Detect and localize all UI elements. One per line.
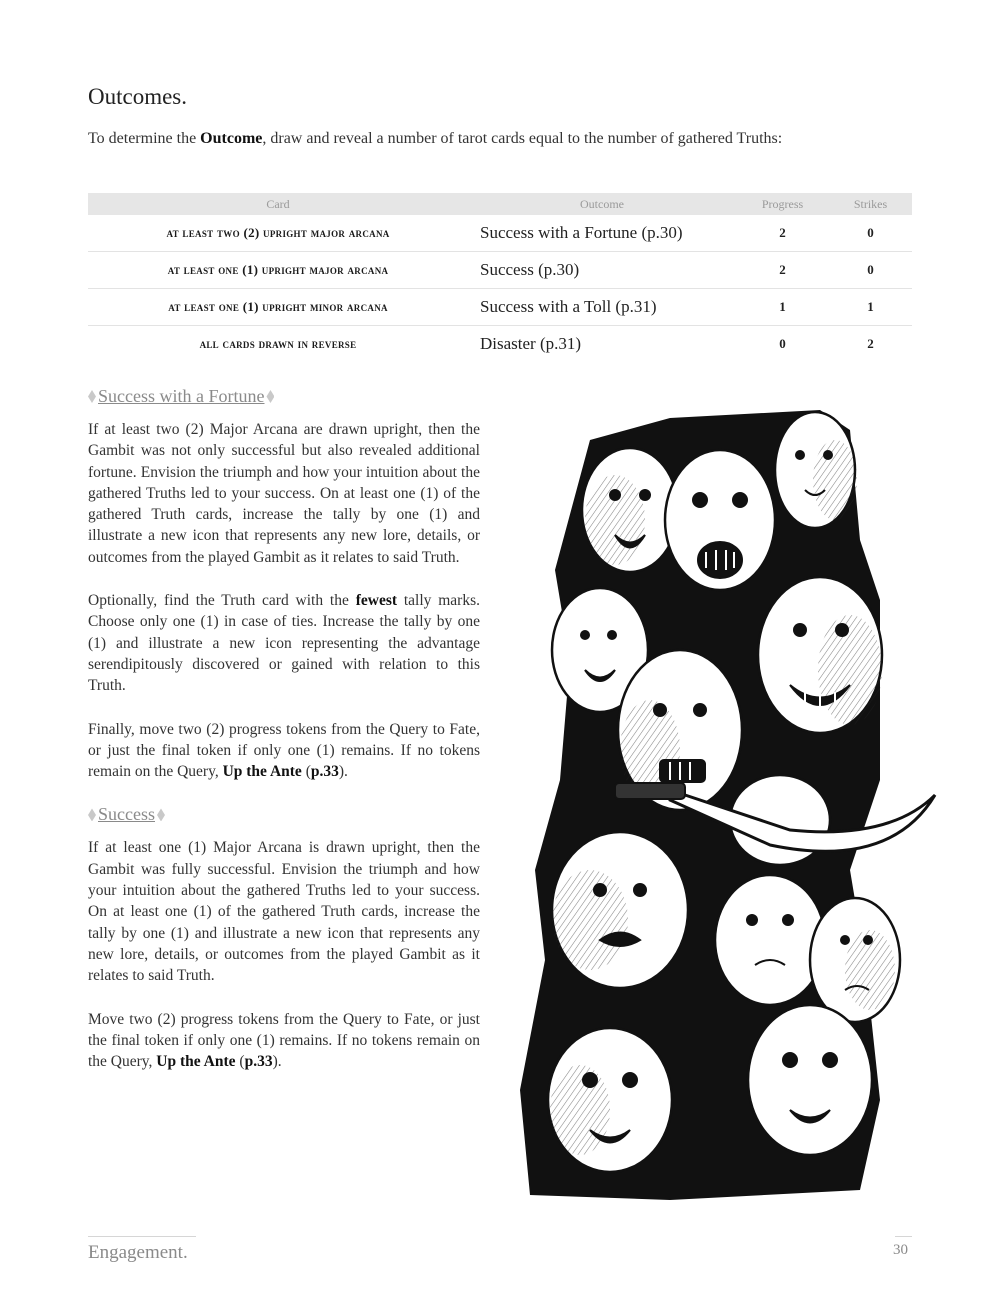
progress-cell: 2 — [736, 215, 829, 252]
header-progress: Progress — [736, 193, 829, 215]
table-row — [88, 215, 912, 252]
progress-cell: 0 — [779, 336, 786, 351]
fortune-paragraph-1: If at least two (2) Major Arcana are drawn upright, then the Gambit was not only successful but also revealed additional fortune. Envision the triumph and how your intuition about the gathered Truths led to your success. On at least one (1) of the gathered Truth cards, increase the tally by one (1) and illustrate a new icon that represents any new lore, details, or outcomes from the played Gambit as it relates to said Truth. — [88, 421, 480, 566]
table-row — [88, 326, 912, 363]
footer-rule-right — [895, 1236, 912, 1237]
card-cell: at least two (2) upright major arcana — [88, 215, 468, 252]
page-title: Outcomes. — [88, 84, 188, 109]
outcome-cell: Success (p.30) — [468, 252, 736, 289]
progress-cell: 1 — [736, 289, 829, 326]
header-strikes: Strikes — [829, 193, 912, 215]
ink-faces-illustration — [520, 400, 940, 1210]
strikes-cell: 1 — [829, 289, 912, 326]
fortune-heading-link[interactable]: Success with a Fortune — [98, 386, 265, 406]
footer-rule-left — [88, 1236, 196, 1237]
outcome-cell: Success with a Toll (p.31) — [468, 289, 736, 326]
outcome-cell: Success with a Fortune (p.30) — [468, 215, 736, 252]
table-row — [88, 289, 912, 326]
diamond-icon — [88, 808, 96, 821]
strikes-cell: 2 — [867, 336, 874, 351]
header-outcome: Outcome — [468, 193, 736, 215]
fortune-paragraph-3: Finally, move two (2) progress tokens from the Query to Fate, or just the final token if only one (1) remains. If no tokens remain on the Query, Up the Ante (p.33). — [88, 720, 480, 781]
outcome-table — [88, 193, 912, 362]
diamond-icon — [266, 390, 274, 403]
diamond-icon — [157, 808, 165, 821]
progress-cell: 2 — [736, 252, 829, 289]
table-row — [88, 252, 912, 289]
strikes-cell: 0 — [829, 252, 912, 289]
section-heading-success — [88, 804, 480, 825]
table-header-row — [88, 193, 912, 215]
success-heading-link[interactable]: Success — [98, 804, 155, 825]
success-paragraph-1: If at least one (1) Major Arcana is drawn upright, then the Gambit was fully successful. Envision the triumph and how your intuition about the gathered Truths led to your success. On at least one (1) of the gathered Truth cards, increase the tally by one (1) and illustrate a new icon that represents any new lore, details, or outcomes from the played Gambit as it relates to said Truth. — [88, 839, 480, 985]
diamond-icon — [88, 390, 96, 403]
strikes-cell: 0 — [829, 215, 912, 252]
header-card: Card — [88, 193, 468, 215]
footer-chapter-title: Engagement. — [88, 1242, 188, 1263]
card-cell: at least one (1) upright minor arcana — [88, 289, 468, 326]
page-number: 30 — [893, 1242, 908, 1258]
card-cell: all cards drawn in reverse — [199, 336, 357, 351]
section-heading-fortune — [88, 386, 480, 407]
fortune-paragraph-2: Optionally, find the Truth card with the fewest tally marks. Choose only one (1) in case of ties. Increase the tally by one (1) and illustrate a new icon representing the advantage serendipitously discovered or gained with relation to this Truth. — [88, 592, 480, 695]
card-cell: at least one (1) upright major arcana — [88, 252, 468, 289]
outcome-cell: Disaster (p.31) — [480, 334, 582, 353]
left-column — [88, 386, 480, 1094]
intro-text: To determine the Outcome, draw and reveal a number of tarot cards equal to the number of gathered Truths: — [88, 130, 783, 147]
success-paragraph-2: Move two (2) progress tokens from the Query to Fate, or just the final token if only one (1) remains. If no tokens remain on the Query, Up the Ante (p.33). — [88, 1010, 480, 1071]
